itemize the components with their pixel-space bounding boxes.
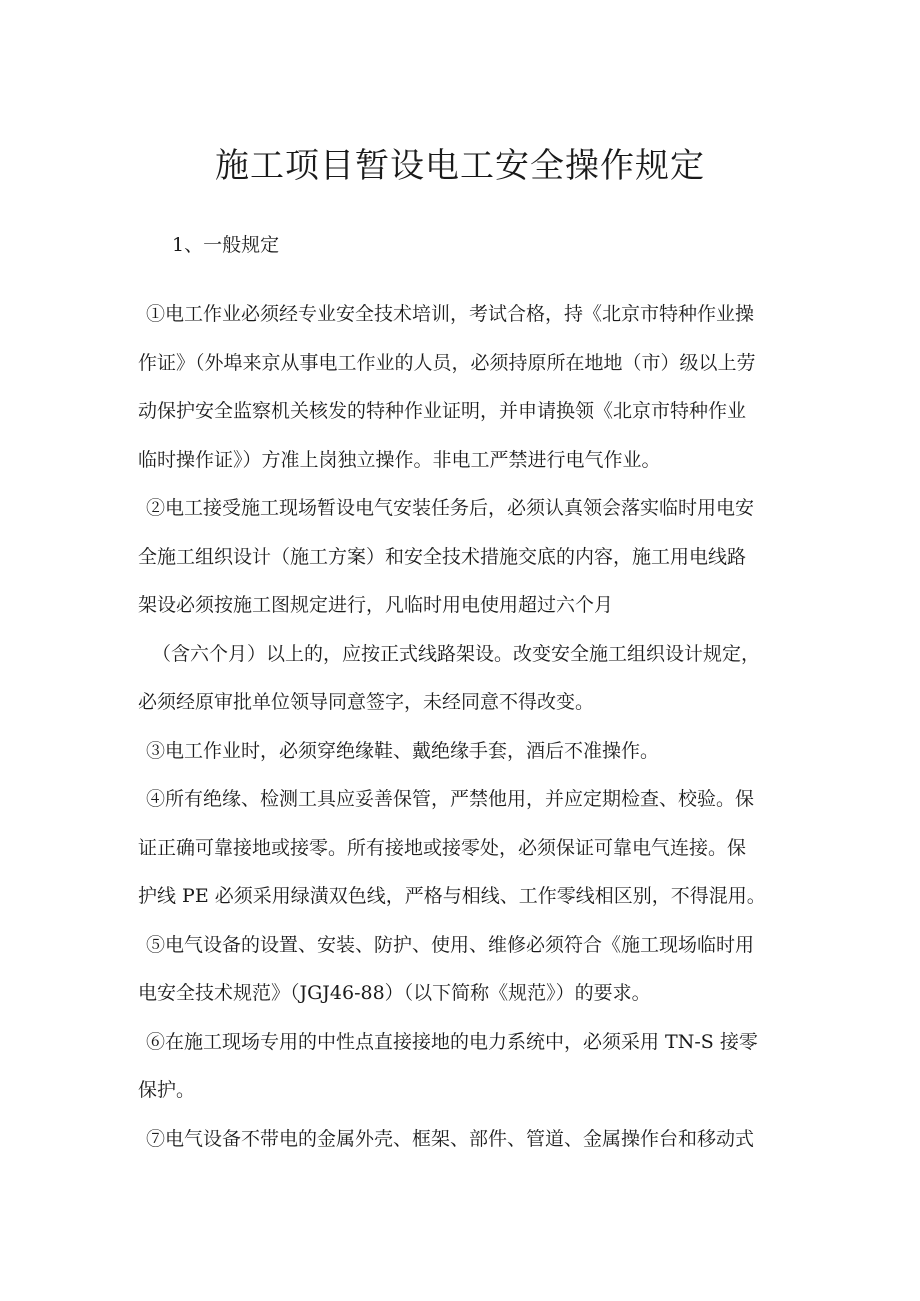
body-line: 动保护安全监察机关核发的特种作业证明，并申请换领《北京市特种作业	[138, 400, 747, 422]
body-line: ⑦电气设备不带电的金属外壳、框架、部件、管道、金属操作台和移动式	[146, 1127, 755, 1150]
body-line: 架设必须按施工图规定进行，凡临时用电使用超过六个月	[138, 594, 614, 616]
body-line: ①电工作业必须经专业安全技术培训，考试合格，持《北京市特种作业操	[146, 303, 755, 325]
body-line: ③电工作业时，必须穿绝缘鞋、戴绝缘手套，酒后不准操作。	[146, 739, 660, 762]
body-line: 证正确可靠接地或接零。所有接地或接零处，必须保证可靠电气连接。保	[138, 836, 747, 859]
body-line: 临时操作证》）方准上岗独立操作。非电工严禁进行电气作业。	[138, 448, 661, 471]
body-line: 必须经原审批单位领导同意签字，未经同意不得改变。	[138, 691, 595, 713]
body-line: 护线 PE 必须采用绿潢双色线，严格与相线、工作零线相区别，不得混用。	[138, 885, 766, 907]
body-line: 作证》（外埠来京从事电工作业的人员，必须持原所在地地（市）级以上劳	[138, 351, 756, 374]
body-line: ⑤电气设备的设置、安装、防护、使用、维修必须符合《施工现场临时用	[146, 933, 755, 956]
body-line: 电安全技术规范》（JGJ46-88）（以下简称《规范》）的要求。	[138, 982, 651, 1004]
body-line: ⑥在施工现场专用的中性点直接接地的电力系统中，必须采用 TN-S 接零	[146, 1030, 758, 1053]
document-body	[138, 290, 798, 1163]
body-line: ②电工接受施工现场暂设电气安装任务后，必须认真领会落实临时用电安	[146, 497, 755, 519]
body-line: ④所有绝缘、检测工具应妥善保管，严禁他用，并应定期检查、校验。保	[146, 788, 755, 810]
document-title: 施工项目暂设电工安全操作规定	[215, 146, 705, 186]
body-line: 保护。	[138, 1079, 196, 1101]
section-heading: 1、一般规定	[172, 234, 280, 256]
body-line: 全施工组织设计（施工方案）和安全技术措施交底的内容，施工用电线路	[138, 545, 747, 568]
body-line: （含六个月）以上的，应按正式线路架设。改变安全施工组织设计规定，	[152, 642, 761, 665]
